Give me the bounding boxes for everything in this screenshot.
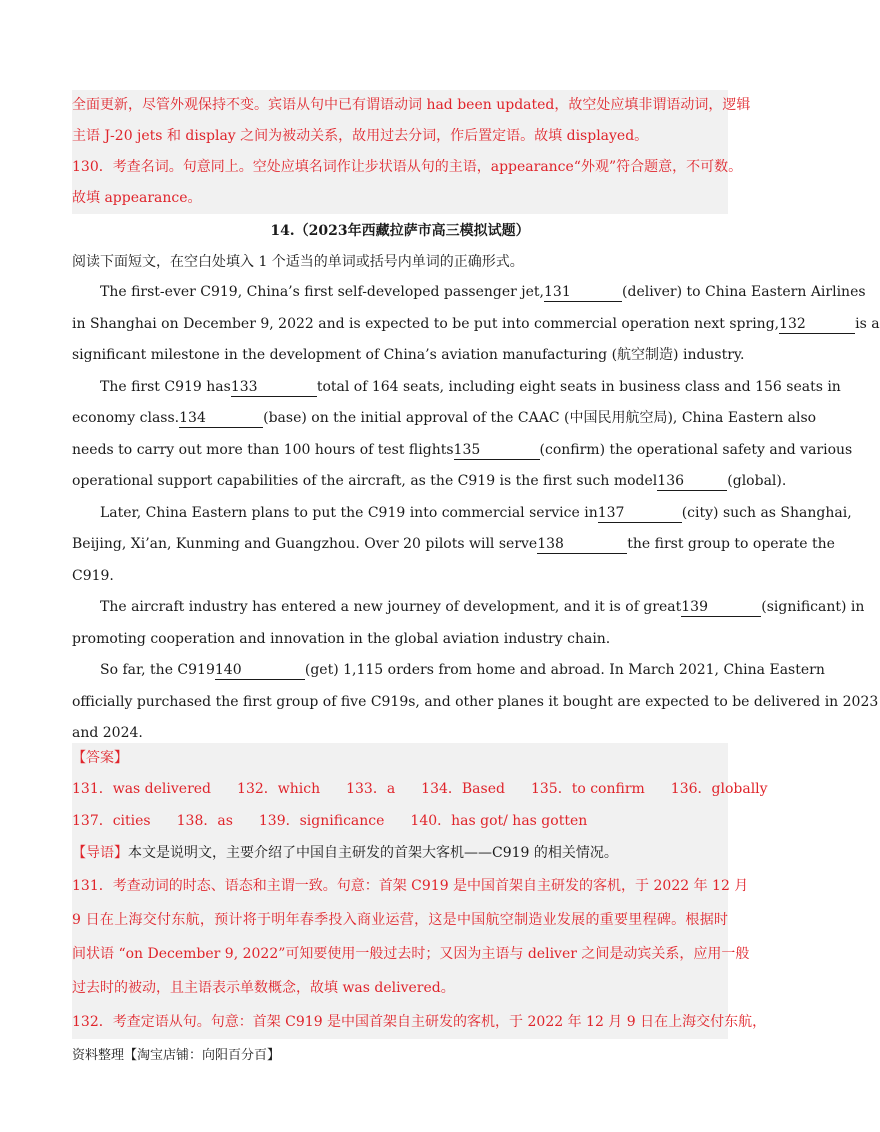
top-explanation bbox=[72, 90, 751, 214]
passage-line: significant milestone in the development of China’s aviation manufacturing (航空制造) industry. bbox=[72, 347, 745, 363]
passage-line: and 2024. bbox=[72, 725, 143, 741]
passage-line: So far, the C919140 (get) 1,115 orders from home and abroad. In March 2021, China Eastern bbox=[100, 662, 825, 678]
explanation-line: 131．考查动词的时态、语态和主谓一致。句意：首架 C919 是中国首架自主研发的客机，于 2022 年 12 月 bbox=[72, 878, 749, 894]
answer-item: 136．globally bbox=[670, 781, 768, 797]
explanation-line: 9 日在上海交付东航，预计将于明年春季投入商业运营，这是中国航空制造业发展的重要里程碑。根据时 bbox=[72, 912, 728, 928]
answer-section bbox=[72, 743, 768, 1039]
passage-line: officially purchased the first group of five C919s, and other planes it bought are expected to be delivered in 2023 bbox=[72, 693, 879, 710]
answer-item: 135．to confirm bbox=[530, 781, 645, 797]
instruction bbox=[72, 247, 728, 278]
answer-heading: 【答案】 bbox=[72, 750, 128, 766]
explanation-line: 132．考查定语从句。句意：首架 C919 是中国首架自主研发的客机，于 2022 年 12 月 9 日在上海交付东航， bbox=[72, 1014, 767, 1030]
passage-line: Later, China Eastern plans to put the C919 into commercial service in137 (city) such as Shanghai, bbox=[100, 504, 852, 521]
passage-line: operational support capabilities of the aircraft, as the C919 is the first such model136 (global). bbox=[72, 473, 787, 489]
blank-131: 131 bbox=[544, 284, 622, 302]
passage-line: The first C919 has133 total of 164 seats, including eight seats in business class and 156 seats in bbox=[100, 378, 841, 395]
passage-line: C919. bbox=[72, 567, 114, 584]
passage bbox=[72, 277, 880, 750]
passage-line: Beijing, Xi’an, Kunming and Guangzhou. Over 20 pilots will serve138 the first group to operate the bbox=[72, 536, 835, 552]
passage-line: in Shanghai on December 9, 2022 and is expected to be put into commercial operation next spring,132 is a bbox=[72, 315, 880, 332]
answer-item: 140．has got/ has gotten bbox=[410, 813, 588, 829]
blank-132: 132 bbox=[779, 316, 855, 334]
instruction-text: 阅读下面短文，在空白处填入 1 个适当的单词或括号内单词的正确形式。 bbox=[72, 254, 524, 270]
explanation-line: 过去时的被动，且主语表示单数概念，故填 was delivered。 bbox=[72, 980, 455, 996]
footer-label: 资料整理 bbox=[72, 1048, 125, 1063]
explanation-line: 130．考查名词。句意同上。空处应填名词作让步状语从句的主语，appearance“外观”符合题意，不可数。 bbox=[72, 159, 743, 175]
explanation-line: 主语 J-20 jets 和 display 之间为被动关系，故用过去分词，作后置定语。故填 displayed。 bbox=[72, 128, 649, 144]
blank-136: 136 bbox=[657, 473, 727, 491]
passage-line: The aircraft industry has entered a new journey of development, and it is of great139 (significant) in bbox=[100, 599, 865, 615]
passage-line: promoting cooperation and innovation in the global aviation industry chain. bbox=[72, 630, 611, 647]
passage-line: needs to carry out more than 100 hours of test flights135 (confirm) the operational safety and various bbox=[72, 441, 853, 458]
blank-140: 140 bbox=[215, 662, 305, 680]
explanation-line: 间状语 “on December 9, 2022”可知要使用一般过去时；又因为主语与 deliver 之间是动宾关系，应用一般 bbox=[72, 946, 750, 962]
blank-134: 134 bbox=[179, 410, 263, 428]
blank-135: 135 bbox=[454, 442, 540, 460]
blank-137: 137 bbox=[598, 505, 682, 523]
footer-shop: 【淘宝店铺：向阳百分百】 bbox=[124, 1048, 281, 1063]
answer-item: 132．which bbox=[237, 781, 321, 797]
blank-139: 139 bbox=[681, 599, 761, 617]
answer-item: 138．as bbox=[176, 813, 233, 829]
explanation-line: 全面更新，尽管外观保持不变。宾语从句中已有谓语动词 had been updated，故空处应填非谓语动词，逻辑 bbox=[72, 97, 751, 113]
answers-row-2 bbox=[72, 805, 728, 837]
answer-item: 137．cities bbox=[72, 813, 151, 829]
guide-text: 本文是说明文，主要介绍了中国自主研发的首架大客机——C919 的相关情况。 bbox=[128, 845, 618, 861]
guide-label: 【导语】 bbox=[72, 845, 128, 861]
guide bbox=[72, 837, 728, 869]
blank-133: 133 bbox=[231, 379, 317, 397]
passage-line: The first-ever C919, China’s first self-developed passenger jet,131 (deliver) to China Eastern Airlines bbox=[100, 284, 866, 300]
blank-138: 138 bbox=[537, 536, 627, 554]
question-title: 14.（2023年西藏拉萨市高三模拟试题） bbox=[270, 223, 530, 239]
explanation-line: 故填 appearance。 bbox=[72, 190, 202, 206]
answer-item: 133．a bbox=[346, 781, 396, 797]
passage-line: economy class.134 (base) on the initial approval of the CAAC (中国民用航空局), China Eastern also bbox=[72, 410, 817, 426]
footer bbox=[72, 1046, 280, 1066]
answer-item: 131．was delivered bbox=[72, 781, 212, 797]
answer-item: 139．significance bbox=[258, 813, 385, 829]
answer-item: 134．Based bbox=[421, 781, 505, 797]
answers-row-1 bbox=[72, 773, 768, 805]
